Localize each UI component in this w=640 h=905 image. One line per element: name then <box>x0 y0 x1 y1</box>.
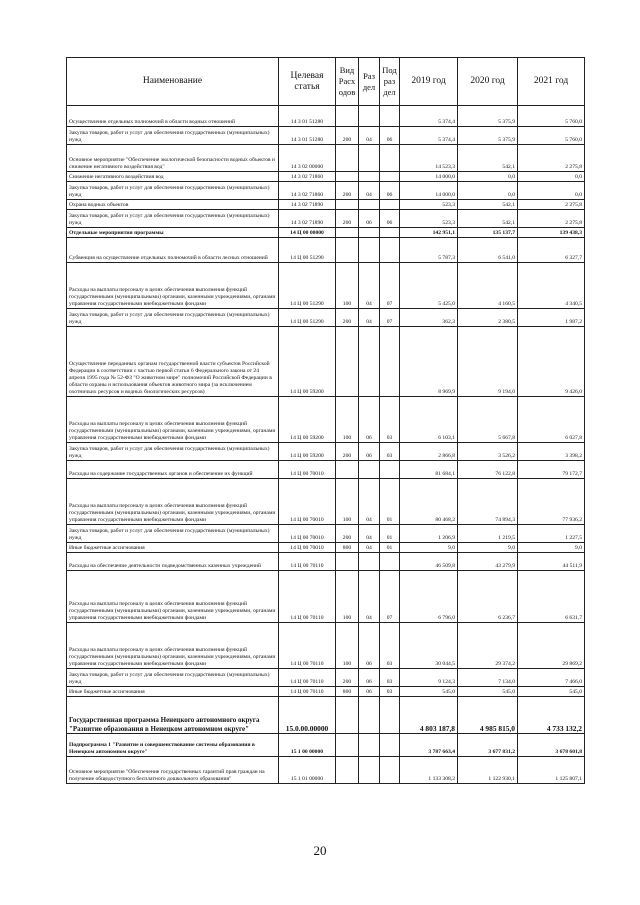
cell-2019: 6 103,1 <box>400 397 458 443</box>
cell-2021: 4 733 132,2 <box>518 697 585 734</box>
cell-2020: 2 380,5 <box>458 309 518 327</box>
cell-target-article: 14 3 01 51280 <box>279 106 336 127</box>
cell-expense-type: 200 <box>336 127 359 145</box>
cell-2021: 9 426,0 <box>518 327 585 397</box>
cell-2020: 545,0 <box>458 687 518 697</box>
cell-expense-type <box>336 200 359 210</box>
cell-2021: 0,0 <box>518 172 585 182</box>
cell-2021: 6 631,7 <box>518 571 585 623</box>
table-row <box>67 327 585 397</box>
cell-2020: 5 375,9 <box>458 127 518 145</box>
cell-2019: 30 044,5 <box>400 623 458 669</box>
cell-subsection: 01 <box>380 479 400 525</box>
cell-2020: 6 236,7 <box>458 571 518 623</box>
cell-2019: 9 124,3 <box>400 669 458 687</box>
cell-expense-type: 100 <box>336 623 359 669</box>
cell-target-article: 14 Ц 00 70110 <box>279 623 336 669</box>
cell-section: 06 <box>359 669 380 687</box>
table-row <box>67 172 585 182</box>
cell-2020: 76 122,8 <box>458 461 518 479</box>
cell-name: Расходы на выплаты персоналу в целях обеспечения выполнения функций государственными (муниципальными) органами, казенными учреждениями, органами управления государственными внебюджетными фондами <box>67 397 279 443</box>
cell-section: 06 <box>359 397 380 443</box>
cell-2021: 4 340,5 <box>518 263 585 309</box>
cell-subsection <box>380 553 400 571</box>
cell-2019: 14 000,0 <box>400 172 458 182</box>
cell-name: Подпрограмма 1 "Развитие и совершенствование системы образования в Ненецком автономном округе" <box>67 734 279 757</box>
cell-expense-type <box>336 327 359 397</box>
cell-subsection: 06 <box>380 210 400 228</box>
cell-section: 06 <box>359 443 380 461</box>
cell-section <box>359 553 380 571</box>
cell-subsection: 06 <box>380 127 400 145</box>
cell-name: Иные бюджетные ассигнования <box>67 687 279 697</box>
cell-target-article: 14 3 02 71890 <box>279 210 336 228</box>
cell-name: Расходы на содержание государственных органов и обеспечение их функций <box>67 461 279 479</box>
cell-section: 06 <box>359 210 380 228</box>
cell-2021: 77 936,2 <box>518 479 585 525</box>
cell-target-article: 14 3 02 71860 <box>279 182 336 200</box>
cell-subsection <box>380 106 400 127</box>
cell-2020: 9 194,0 <box>458 327 518 397</box>
cell-subsection: 03 <box>380 443 400 461</box>
table-row <box>67 687 585 697</box>
header-2021: 2021 год <box>518 58 585 106</box>
cell-expense-type: 100 <box>336 479 359 525</box>
cell-2019: 5 374,4 <box>400 106 458 127</box>
cell-section: 04 <box>359 525 380 543</box>
cell-target-article: 14 3 02 00000 <box>279 145 336 172</box>
cell-subsection: 07 <box>380 571 400 623</box>
cell-section: 06 <box>359 623 380 669</box>
cell-name: Отдельные мероприятия программы <box>67 228 279 238</box>
cell-subsection: 01 <box>380 525 400 543</box>
cell-target-article: 14 Ц 00 70010 <box>279 461 336 479</box>
cell-2019: 523,3 <box>400 200 458 210</box>
cell-section <box>359 106 380 127</box>
table-row <box>67 479 585 525</box>
table-row <box>67 571 585 623</box>
cell-expense-type <box>336 228 359 238</box>
cell-2019: 1 133 308,2 <box>400 757 458 784</box>
cell-expense-type: 200 <box>336 443 359 461</box>
cell-subsection <box>380 697 400 734</box>
cell-2021: 0,0 <box>518 182 585 200</box>
cell-2020: 3 677 831,2 <box>458 734 518 757</box>
cell-2021: 3 398,2 <box>518 443 585 461</box>
cell-name: Закупка товаров, работ и услуг для обеспечения государственных (муниципальных) нужд <box>67 669 279 687</box>
header-row <box>67 58 585 106</box>
cell-expense-type: 200 <box>336 309 359 327</box>
cell-section <box>359 145 380 172</box>
cell-2020: 4 160,5 <box>458 263 518 309</box>
table-row <box>67 238 585 263</box>
cell-2021: 5 760,0 <box>518 127 585 145</box>
header-2020: 2020 год <box>458 58 518 106</box>
cell-target-article: 14 Ц 00 70010 <box>279 479 336 525</box>
cell-name: Закупка товаров, работ и услуг для обеспечения государственных (муниципальных) нужд <box>67 210 279 228</box>
cell-subsection <box>380 757 400 784</box>
cell-2019: 362,3 <box>400 309 458 327</box>
cell-name: Расходы на обеспечение деятельности подведомственных казенных учреждений <box>67 553 279 571</box>
cell-section: 04 <box>359 127 380 145</box>
cell-2019: 5 374,4 <box>400 127 458 145</box>
cell-2021: 2 275,8 <box>518 200 585 210</box>
cell-name: Осуществление переданных органам государственной власти субъектов Российской Федерации в соответствии с частью первой статьи 6 Федерального закона от 24 апреля 1995 года № 52-ФЗ "О животном мире" полномочий Российской Федерации в области охраны и использования объектов животного мира (за исключением охотничьих ресурсов и водных биологических ресурсов) <box>67 327 279 397</box>
cell-2020: 1 122 930,1 <box>458 757 518 784</box>
table-row <box>67 525 585 543</box>
cell-target-article: 14 Ц 00 70110 <box>279 687 336 697</box>
cell-section: 04 <box>359 479 380 525</box>
cell-name: Расходы на выплаты персоналу в целях обеспечения выполнения функций государственными (муниципальными) органами, казенными учреждениями, органами управления государственными внебюджетными фондами <box>67 263 279 309</box>
table-row <box>67 127 585 145</box>
cell-name: Закупка товаров, работ и услуг для обеспечения государственных (муниципальных) нужд <box>67 525 279 543</box>
cell-name: Закупка товаров, работ и услуг для обеспечения государственных (муниципальных) нужд <box>67 182 279 200</box>
cell-2021: 7 466,0 <box>518 669 585 687</box>
cell-section: 06 <box>359 687 380 697</box>
table-row <box>67 210 585 228</box>
cell-2020: 6 541,0 <box>458 238 518 263</box>
cell-2020: 0,0 <box>458 172 518 182</box>
cell-section: 04 <box>359 309 380 327</box>
table-row <box>67 263 585 309</box>
cell-expense-type: 100 <box>336 571 359 623</box>
cell-2020: 542,1 <box>458 210 518 228</box>
cell-subsection: 01 <box>380 543 400 553</box>
cell-2020: 29 374,2 <box>458 623 518 669</box>
cell-2020: 5 667,8 <box>458 397 518 443</box>
cell-target-article: 15 1 00 00000 <box>279 734 336 757</box>
cell-2019: 14 000,0 <box>400 182 458 200</box>
cell-2019: 142 951,1 <box>400 228 458 238</box>
table-row <box>67 623 585 669</box>
cell-expense-type <box>336 461 359 479</box>
cell-expense-type: 200 <box>336 210 359 228</box>
cell-subsection: 06 <box>380 182 400 200</box>
cell-target-article: 14 Ц 00 70010 <box>279 543 336 553</box>
cell-target-article: 14 3 02 71890 <box>279 200 336 210</box>
cell-target-article: 14 Ц 00 70110 <box>279 553 336 571</box>
cell-2021: 6 327,7 <box>518 238 585 263</box>
cell-name: Иные бюджетные ассигнования <box>67 543 279 553</box>
cell-2021: 1 987,2 <box>518 309 585 327</box>
cell-2021: 9,0 <box>518 543 585 553</box>
header-2019: 2019 год <box>400 58 458 106</box>
cell-subsection <box>380 461 400 479</box>
cell-name: Снижение негативного воздействия вод <box>67 172 279 182</box>
cell-2019: 80 468,2 <box>400 479 458 525</box>
cell-2019: 81 684,1 <box>400 461 458 479</box>
cell-name: Расходы на выплаты персоналу в целях обеспечения выполнения функций государственными (муниципальными) органами, казенными учреждениями, органами управления государственными внебюджетными фондами <box>67 479 279 525</box>
cell-subsection <box>380 238 400 263</box>
header-section: Раздел <box>359 58 380 106</box>
cell-name: Осуществление отдельных полномочий в области водных отношений <box>67 106 279 127</box>
table-row <box>67 200 585 210</box>
cell-expense-type <box>336 697 359 734</box>
cell-2021: 1 227,5 <box>518 525 585 543</box>
cell-name: Расходы на выплаты персоналу в целях обеспечения выполнения функций государственными (муниципальными) органами, казенными учреждениями, органами управления государственными внебюджетными фондами <box>67 623 279 669</box>
cell-target-article: 14 Ц 00 51290 <box>279 263 336 309</box>
cell-target-article: 14 Ц 00 59200 <box>279 327 336 397</box>
table-row <box>67 106 585 127</box>
cell-2019: 6 796,0 <box>400 571 458 623</box>
cell-expense-type <box>336 553 359 571</box>
cell-2021: 44 511,9 <box>518 553 585 571</box>
cell-2019: 1 206,9 <box>400 525 458 543</box>
cell-name: Основное мероприятие "Обеспечение экологической безопасности водных объектов и снижение негативного воздействия вод" <box>67 145 279 172</box>
header-target-article: Целевая статья <box>279 58 336 106</box>
cell-2021: 79 172,7 <box>518 461 585 479</box>
cell-name: Расходы на выплаты персоналу в целях обеспечения выполнения функций государственными (муниципальными) органами, казенными учреждениями, органами управления государственными внебюджетными фондами <box>67 571 279 623</box>
cell-2020: 4 985 815,0 <box>458 697 518 734</box>
cell-2021: 2 275,8 <box>518 145 585 172</box>
cell-section <box>359 757 380 784</box>
table-row <box>67 757 585 784</box>
cell-target-article: 14 3 01 51280 <box>279 127 336 145</box>
cell-2021: 2 275,8 <box>518 210 585 228</box>
cell-section <box>359 697 380 734</box>
cell-2021: 139 438,3 <box>518 228 585 238</box>
cell-expense-type <box>336 238 359 263</box>
cell-section <box>359 238 380 263</box>
table-row <box>67 182 585 200</box>
cell-target-article: 14 Ц 00 59200 <box>279 443 336 461</box>
cell-2019: 3 787 663,4 <box>400 734 458 757</box>
cell-expense-type <box>336 757 359 784</box>
cell-expense-type: 100 <box>336 397 359 443</box>
cell-2021: 3 678 601,8 <box>518 734 585 757</box>
header-subsection: Подраздел <box>380 58 400 106</box>
cell-2019: 2 866,8 <box>400 443 458 461</box>
cell-name: Закупка товаров, работ и услуг для обеспечения государственных (муниципальных) нужд <box>67 127 279 145</box>
cell-2020: 542,1 <box>458 200 518 210</box>
cell-2020: 542,1 <box>458 145 518 172</box>
cell-subsection <box>380 228 400 238</box>
cell-expense-type: 100 <box>336 263 359 309</box>
cell-2019: 9,0 <box>400 543 458 553</box>
cell-2020: 43 279,9 <box>458 553 518 571</box>
cell-target-article: 14 Ц 00 70010 <box>279 525 336 543</box>
cell-2019: 523,3 <box>400 210 458 228</box>
cell-expense-type <box>336 106 359 127</box>
cell-name: Основное мероприятие "Обеспечение государственных гарантий прав граждан на получение общедоступного бесплатного дошкольного образования" <box>67 757 279 784</box>
cell-subsection <box>380 734 400 757</box>
cell-target-article: 15 1 01 00000 <box>279 757 336 784</box>
header-expense-type: Вид Расходов <box>336 58 359 106</box>
header-name: Наименование <box>67 58 279 106</box>
cell-expense-type: 200 <box>336 525 359 543</box>
cell-section: 04 <box>359 263 380 309</box>
cell-2020: 3 526,2 <box>458 443 518 461</box>
cell-expense-type <box>336 145 359 172</box>
cell-2020: 7 134,0 <box>458 669 518 687</box>
cell-2021: 6 027,8 <box>518 397 585 443</box>
cell-subsection: 03 <box>380 669 400 687</box>
cell-target-article: 14 Ц 00 51290 <box>279 238 336 263</box>
table-row <box>67 669 585 687</box>
table-row <box>67 309 585 327</box>
page-number: 20 <box>313 843 327 858</box>
table-row <box>67 553 585 571</box>
cell-2020: 74 894,3 <box>458 479 518 525</box>
cell-2021: 1 125 807,1 <box>518 757 585 784</box>
cell-subsection <box>380 172 400 182</box>
cell-name: Субвенция на осуществление отдельных полномочий в области лесных отношений <box>67 238 279 263</box>
cell-subsection <box>380 327 400 397</box>
cell-name: Закупка товаров, работ и услуг для обеспечения государственных (муниципальных) нужд <box>67 443 279 461</box>
cell-section <box>359 461 380 479</box>
cell-section <box>359 228 380 238</box>
cell-2021: 5 760,0 <box>518 106 585 127</box>
cell-section <box>359 172 380 182</box>
table-row <box>67 461 585 479</box>
cell-2020: 5 375,9 <box>458 106 518 127</box>
cell-expense-type <box>336 172 359 182</box>
cell-expense-type: 200 <box>336 669 359 687</box>
cell-section <box>359 200 380 210</box>
cell-target-article: 14 3 02 71860 <box>279 172 336 182</box>
budget-table <box>66 57 585 784</box>
table-row <box>67 697 585 734</box>
cell-subsection <box>380 200 400 210</box>
table-row <box>67 443 585 461</box>
cell-2020: 9,0 <box>458 543 518 553</box>
cell-2019: 545,0 <box>400 687 458 697</box>
cell-expense-type: 200 <box>336 182 359 200</box>
cell-2019: 14 523,3 <box>400 145 458 172</box>
table-row <box>67 228 585 238</box>
cell-name: Охрана водных объектов <box>67 200 279 210</box>
cell-subsection: 07 <box>380 309 400 327</box>
cell-section: 04 <box>359 543 380 553</box>
cell-expense-type <box>336 734 359 757</box>
cell-2021: 29 869,2 <box>518 623 585 669</box>
cell-2019: 4 803 187,8 <box>400 697 458 734</box>
cell-subsection: 03 <box>380 623 400 669</box>
cell-target-article: 14 Ц 00 70110 <box>279 669 336 687</box>
cell-target-article: 15.0.00.00000 <box>279 697 336 734</box>
cell-2021: 545,0 <box>518 687 585 697</box>
cell-2019: 5 787,3 <box>400 238 458 263</box>
cell-target-article: 14 Ц 00 00000 <box>279 228 336 238</box>
cell-2020: 1 219,5 <box>458 525 518 543</box>
cell-section <box>359 327 380 397</box>
table-row <box>67 543 585 553</box>
cell-section <box>359 734 380 757</box>
table-row <box>67 734 585 757</box>
cell-target-article: 14 Ц 00 70110 <box>279 571 336 623</box>
cell-target-article: 14 Ц 00 51290 <box>279 309 336 327</box>
cell-subsection: 03 <box>380 397 400 443</box>
cell-name: Закупка товаров, работ и услуг для обеспечения государственных (муниципальных) нужд <box>67 309 279 327</box>
cell-subsection: 07 <box>380 263 400 309</box>
cell-2020: 0,0 <box>458 182 518 200</box>
cell-section: 04 <box>359 571 380 623</box>
cell-expense-type: 800 <box>336 543 359 553</box>
cell-2019: 8 969,9 <box>400 327 458 397</box>
cell-section: 04 <box>359 182 380 200</box>
cell-2019: 46 509,8 <box>400 553 458 571</box>
cell-2019: 5 425,0 <box>400 263 458 309</box>
cell-name: Государственная программа Ненецкого автономного округа "Развитие образования в Ненецком автономном округе" <box>67 697 279 734</box>
table-row <box>67 145 585 172</box>
cell-subsection: 03 <box>380 687 400 697</box>
cell-target-article: 14 Ц 00 59200 <box>279 397 336 443</box>
table-row <box>67 397 585 443</box>
cell-expense-type: 800 <box>336 687 359 697</box>
cell-2020: 135 137,7 <box>458 228 518 238</box>
cell-subsection <box>380 145 400 172</box>
